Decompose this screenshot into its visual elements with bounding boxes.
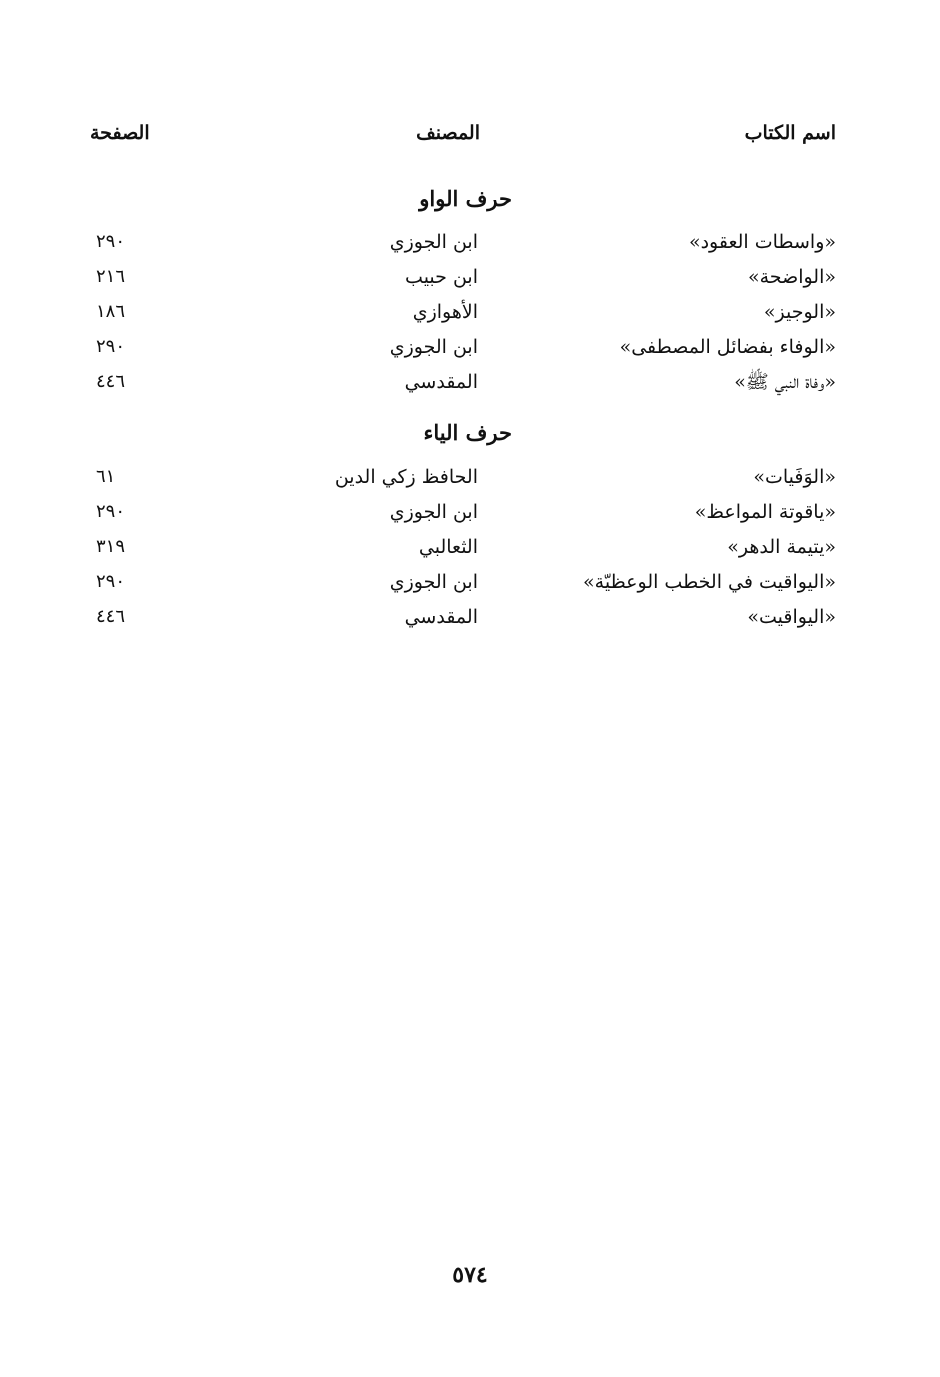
- section-heading-waw: [0, 181, 940, 217]
- table-row: [0, 600, 940, 634]
- header-page: الصفحة: [90, 122, 150, 144]
- folio-number: ٥٧٤: [452, 1262, 488, 1288]
- page-number: ٦١: [96, 466, 116, 487]
- book-title: «ياقوتة المواعظ»: [694, 501, 836, 523]
- author-name: ابن الجوزي: [389, 571, 478, 593]
- section-title: حرف الياء: [423, 420, 512, 445]
- book-title: «واسطات العقود»: [688, 231, 836, 253]
- table-row: [0, 260, 940, 294]
- book-title: «اليواقيت في الخطب الوعظيّة»: [583, 571, 836, 593]
- section-heading-ya: [0, 415, 940, 451]
- book-title: «وفاة النبي ﷺ»: [734, 371, 836, 393]
- page-number: ٢٩٠: [96, 336, 126, 357]
- section-title: حرف الواو: [419, 186, 512, 211]
- author-name: الثعالبي: [418, 536, 478, 558]
- book-title: «الوفاء بفضائل المصطفى»: [619, 336, 836, 358]
- page-number: ٢٩٠: [96, 571, 126, 592]
- book-title: «الواضحة»: [748, 266, 836, 288]
- author-name: ابن حبيب: [405, 266, 478, 288]
- book-title: «الوَفَيات»: [753, 466, 836, 488]
- book-title: «الوجيز»: [763, 301, 836, 323]
- table-row: [0, 530, 940, 564]
- header-author: المصنف: [416, 122, 480, 144]
- book-title: «يتيمة الدهر»: [727, 536, 836, 558]
- page-number: ٢١٦: [96, 266, 126, 287]
- author-name: المقدسي: [404, 371, 478, 393]
- table-row: [0, 330, 940, 364]
- page-number: ٢٩٠: [96, 501, 126, 522]
- author-name: الحافظ زكي الدين: [334, 466, 478, 488]
- table-row: [0, 225, 940, 259]
- page-number: ٣١٩: [96, 536, 126, 557]
- table-row: [0, 460, 940, 494]
- page-number: ١٨٦: [96, 301, 126, 322]
- table-row: [0, 495, 940, 529]
- column-header: [0, 116, 940, 150]
- page-number: ٢٩٠: [96, 231, 126, 252]
- table-row: [0, 295, 940, 329]
- author-name: ابن الجوزي: [389, 336, 478, 358]
- table-row: [0, 565, 940, 599]
- book-title: «اليواقيت»: [747, 606, 836, 628]
- author-name: ابن الجوزي: [389, 501, 478, 523]
- page-number: ٤٤٦: [96, 606, 126, 627]
- page-folio: [0, 1262, 940, 1288]
- header-book-title: اسم الكتاب: [744, 122, 836, 144]
- author-name: الأهوازي: [412, 301, 478, 323]
- table-row: [0, 365, 940, 399]
- page-number: ٤٤٦: [96, 371, 126, 392]
- author-name: ابن الجوزي: [389, 231, 478, 253]
- author-name: المقدسي: [404, 606, 478, 628]
